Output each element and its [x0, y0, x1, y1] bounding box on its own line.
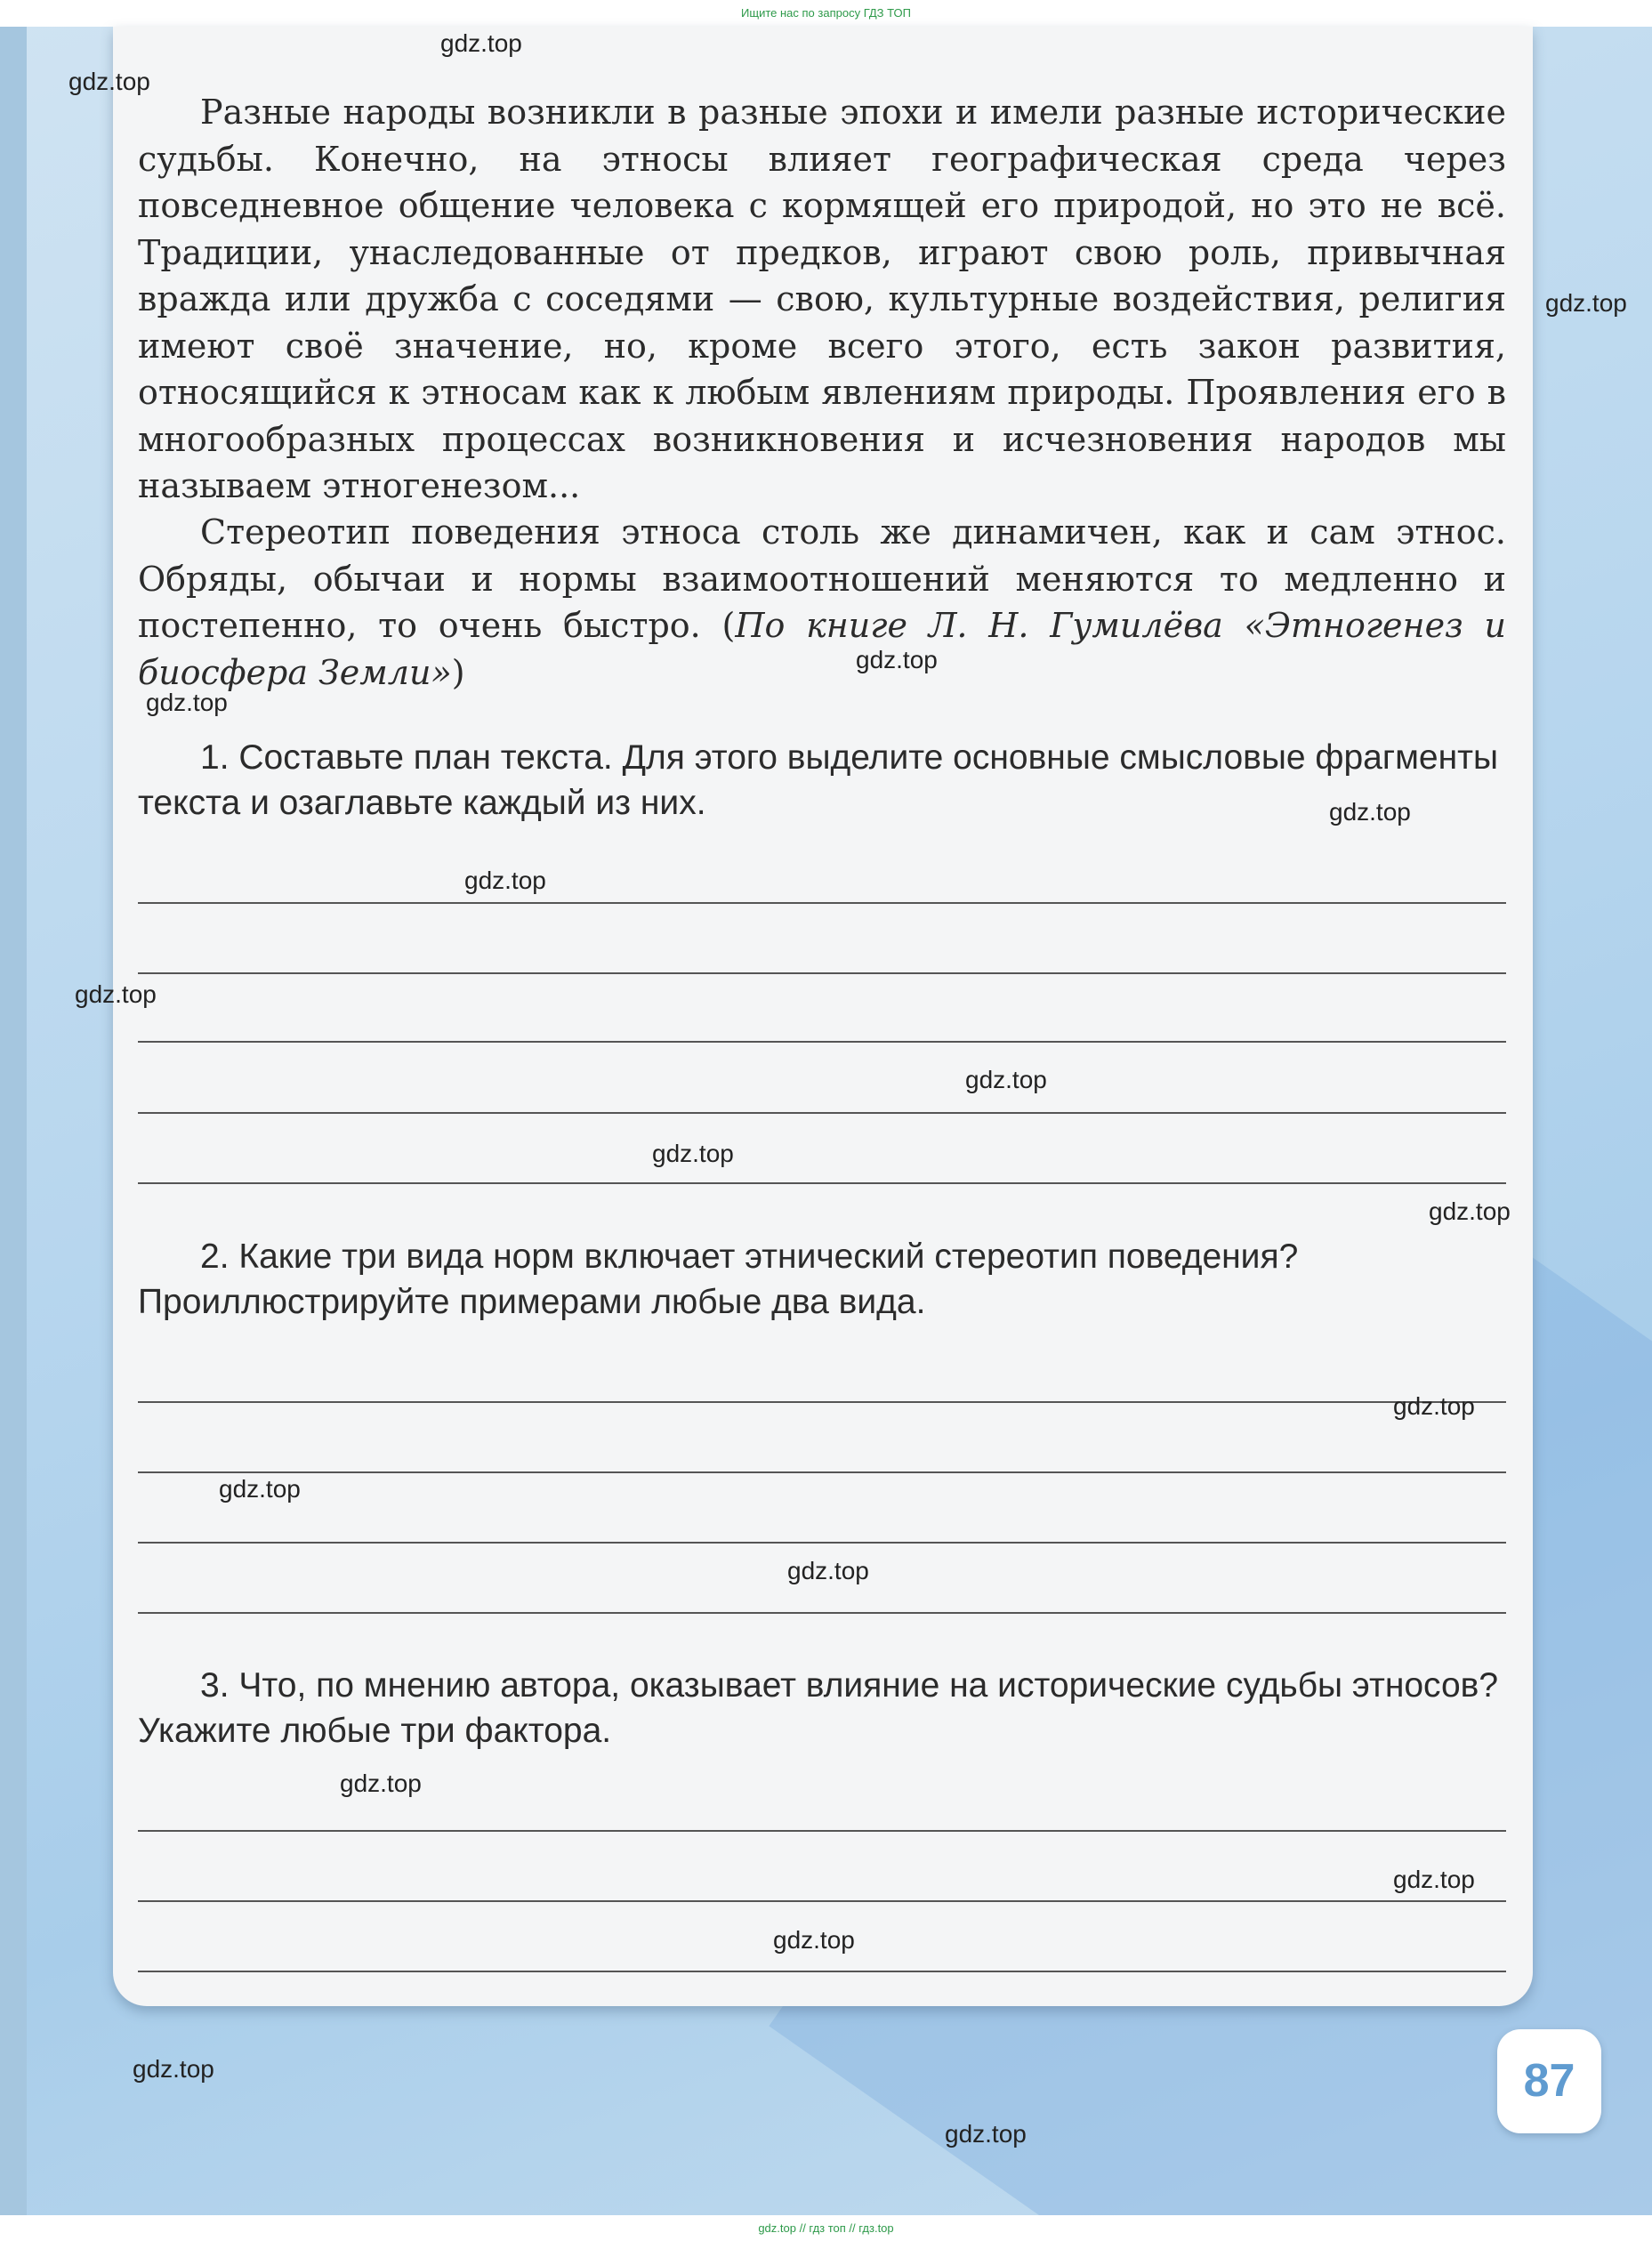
watermark: gdz.top	[1393, 1866, 1475, 1893]
left-edge-strip	[0, 27, 27, 2215]
watermark: gdz.top	[440, 29, 522, 57]
source-citation: По книге Л. Н. Гумилёва «Этногенез и биосфера Земли»	[138, 606, 1506, 692]
watermark: gdz.top	[945, 2120, 1027, 2148]
watermark: gdz.top	[787, 1557, 869, 1584]
citation-close: )	[451, 652, 465, 692]
answer-line[interactable]	[138, 1900, 1506, 1902]
answer-line[interactable]	[138, 1612, 1506, 1614]
task-2-question: 2. Какие три вида норм включает этнический стереотип поведения? Проиллюстрируйте примерами любые два вида.	[138, 1237, 1299, 1321]
answer-line[interactable]	[138, 1041, 1506, 1043]
answer-line[interactable]	[138, 1112, 1506, 1114]
watermark: gdz.top	[856, 646, 938, 673]
answer-line[interactable]	[138, 972, 1506, 974]
page-number: 87	[1497, 2029, 1601, 2133]
watermark: gdz.top	[464, 867, 546, 894]
watermark: gdz.top	[1429, 1197, 1511, 1225]
watermark: gdz.top	[146, 689, 228, 716]
watermark: gdz.top	[219, 1475, 301, 1503]
watermark: gdz.top	[75, 980, 157, 1008]
answer-line[interactable]	[138, 1471, 1506, 1473]
text-paragraph-2	[138, 509, 1506, 696]
watermark: gdz.top	[652, 1140, 734, 1167]
answer-line[interactable]	[138, 1971, 1506, 1972]
answer-line[interactable]	[138, 1830, 1506, 1832]
paragraph-2-text: Стереотип поведения этноса столь же динамичен, как и сам этнос. Обряды, обычаи и нормы взаимоотношений меняются то медленно и постепенно, то очень быстро. (	[138, 512, 1506, 645]
watermark: gdz.top	[1393, 1392, 1475, 1420]
answer-line[interactable]	[138, 1542, 1506, 1544]
top-banner: Ищите нас по запросу ГДЗ ТОП	[741, 6, 911, 20]
watermark: gdz.top	[965, 1066, 1047, 1093]
answer-line[interactable]	[138, 902, 1506, 904]
text-paragraph-1: Разные народы возникли в разные эпохи и имели разные исторические судьбы. Конечно, на этносы влияет географическая среда через повседневное общение человека с кормящей его природой, но это не всё. Традиции, унаследованные от предков, играют свою роль, привычная вражда или дружба с соседями — свою, культурные воздействия, религия имеют своё значение, но, кроме всего этого, есть закон развития, относящийся к этносам как к любым явлениям природы. Проявления его в многообразных процессах возникновения и исчезновения народов мы называем этногенезом...	[138, 93, 1506, 505]
watermark: gdz.top	[340, 1769, 422, 1797]
watermark: gdz.top	[1545, 289, 1627, 317]
answer-line[interactable]	[138, 1182, 1506, 1184]
watermark: gdz.top	[773, 1926, 855, 1954]
watermark: gdz.top	[133, 2055, 214, 2083]
task-3-question: 3. Что, по мнению автора, оказывает влияние на исторические судьбы этносов? Укажите любые три фактора.	[138, 1666, 1499, 1750]
bottom-banner: gdz.top // гдз топ // гдз.top	[0, 2215, 1652, 2241]
watermark: gdz.top	[1329, 798, 1411, 826]
answer-line[interactable]	[138, 1401, 1506, 1403]
task-1-question: 1. Составьте план текста. Для этого выделите основные смысловые фрагменты текста и озаглавьте каждый из них.	[138, 738, 1499, 822]
watermark: gdz.top	[68, 68, 150, 95]
